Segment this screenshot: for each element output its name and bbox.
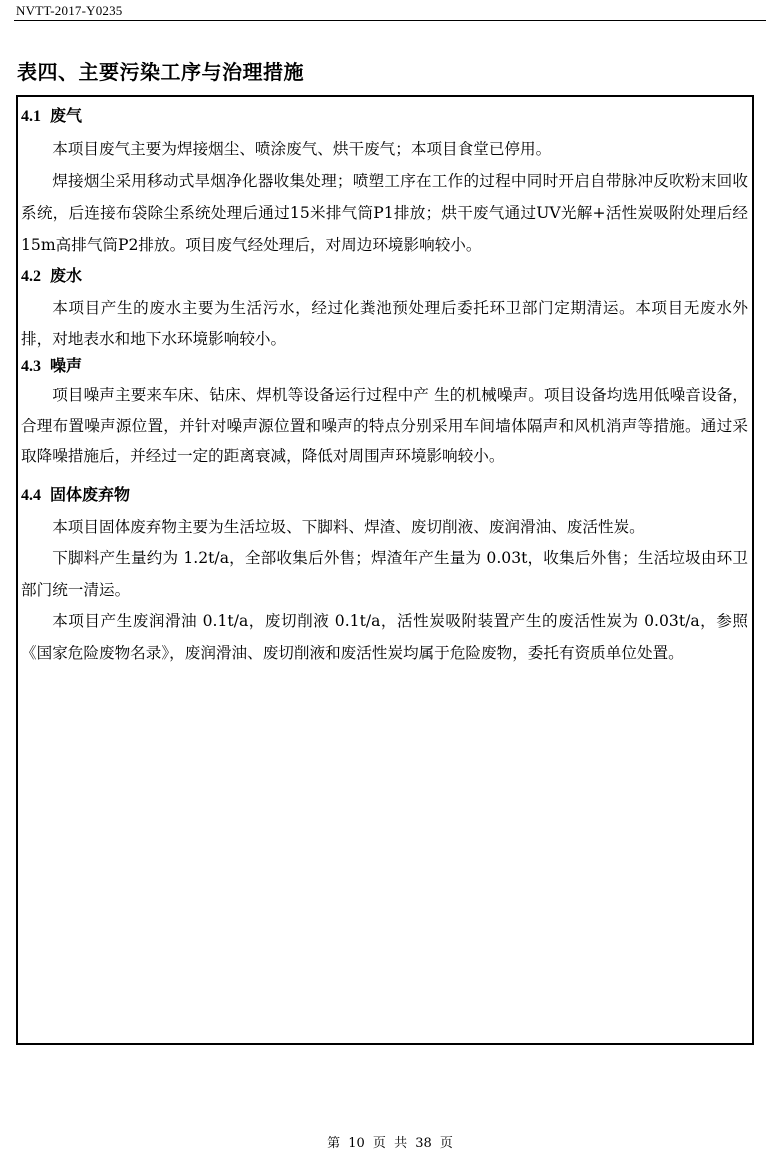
section-waste-water (21, 263, 748, 355)
section-heading (21, 482, 748, 509)
document-code: NVTT-2017-Y0235 (16, 3, 123, 18)
section-waste-gas (21, 103, 748, 261)
section-heading (21, 103, 748, 130)
paragraph: 焊接烟尘采用移动式旱烟净化器收集处理；喷塑工序在工作的过程中同时开启自带脉冲反吹粉末回收系统，后连接布袋除尘系统处理后通过15米排气筒P1排放；烘干废气通过UV光解+活性炭吸附处理后经15m高排气筒P2排放。项目废气经处理后，对周边环境影响较小。 (21, 172, 748, 254)
section-number: 4.3 (21, 358, 41, 375)
section-noise (21, 353, 748, 472)
header-rule (14, 20, 766, 21)
paragraph: 本项目废气主要为焊接烟尘、喷涂废气、烘干废气；本项目食堂已停用。 (52, 140, 552, 158)
table-title: 表四、主要污染工序与治理措施 (17, 60, 304, 84)
section-heading (21, 263, 748, 290)
paragraph: 项目噪声主要来车床、钻床、焊机等设备运行过程中产 生的机械噪声。项目设备均选用低噪音设备，合理布置噪声源位置，并针对噪声源位置和噪声的特点分别采用车间墙体隔声和风机消声等措施。通过采取降噪措施后，并经过一定的距离衰减，降低对周围声环境影响较小。 (21, 386, 748, 465)
page-number: 第 10 页 共 38 页 (327, 1136, 453, 1151)
section-number: 4.1 (21, 108, 41, 125)
section-number: 4.4 (21, 486, 41, 504)
content-box (16, 95, 754, 1045)
section-heading (21, 353, 748, 380)
paragraph: 本项目产生废润滑油 0.1t/a，废切削液 0.1t/a，活性炭吸附装置产生的废活性炭为 0.03t/a，参照《国家危险废物名录》，废润滑油、废切削液和废活性炭均属于危险废物，委托有资质单位处置。 (21, 612, 748, 662)
paragraph: 本项目产生的废水主要为生活污水，经过化粪池预处理后委托环卫部门定期清运。本项目无废水外排，对地表水和地下水环境影响较小。 (21, 299, 748, 348)
paragraph: 下脚料产生量约为 1.2t/a，全部收集后外售；焊渣年产生量为 0.03t，收集后外售；生活垃圾由环卫部门统一清运。 (21, 549, 748, 599)
section-title: 废水 (50, 266, 83, 285)
section-title: 噪声 (50, 356, 83, 375)
section-title: 固体废弃物 (50, 484, 131, 504)
section-number: 4.2 (21, 268, 41, 285)
section-title: 废气 (50, 106, 83, 125)
section-solid-waste (21, 482, 748, 670)
paragraph: 本项目固体废弃物主要为生活垃圾、下脚料、焊渣、废切削液、废润滑油、废活性炭。 (52, 517, 645, 536)
